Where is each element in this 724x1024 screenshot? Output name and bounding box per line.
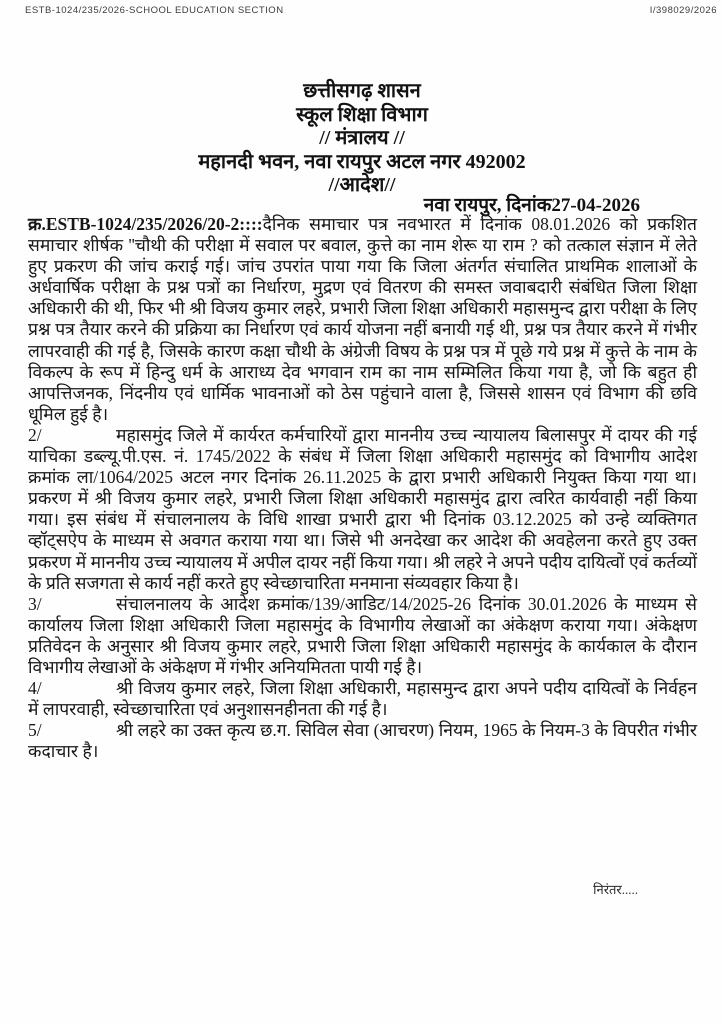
paragraph-3 <box>28 594 697 678</box>
place-date-line: नवा रायपुर, दिनांक27-04-2026 <box>423 195 640 216</box>
order-heading: //आदेश// <box>328 174 396 196</box>
ministry-line: // मंत्रालय // <box>319 127 405 149</box>
letterhead <box>0 80 724 198</box>
paragraph-2-text: महासमुंद जिले में कार्यरत कर्मचारियों द्वारा माननीय उच्च न्यायालय बिलासपुर में दायर की गई याचिका डब्ल्यू.पी.एस. नं. 1745/2022 के संबंध में जिला शिक्षा अधिकारी महासमुंद को विभागीय आदेश क्रमांक ला/1064/2025 अटल नगर दिनांक 26.11.2025 के द्वारा प्रभारी अधिकारी नियुक्त किया गया था। प्रकरण में श्री विजय कुमार लहरे, प्रभारी जिला शिक्षा अधिकारी महासमुंद द्वारा त्वरित कार्यवाही नहीं किया गया। इस संबंध में संचालनालय के विधि शाखा प्रभारी द्वारा भी दिनांक 03.12.2025 को उन्हे व्यक्तिगत व्हॉट्सऐप के माध्यम से अवगत कराया गया था। जिसे भी अनदेखा कर आदेश की अवहेलना करते हुए उक्त प्रकरण में माननीय उच्च न्यायालय में अपील दायर नहीं किया गया। श्री लहरे ने अपने पदीय दायित्वों एवं कर्तव्यों के प्रति सजगता से कार्य नहीं करते हुए स्वेच्छाचारिता मनमाना संव्यवहार किया है। <box>28 424 697 593</box>
paragraph-2 <box>28 425 697 594</box>
paragraph-1-text: दैनिक समाचार पत्र नवभारत में दिनांक 08.01.2026 को प्रकशित समाचार शीर्षक ''चौथी की परीक्षा में सवाल पर बवाल, कुत्ते का नाम शेरू या राम ? को तत्काल संज्ञान में लेते हुए प्रकरण की जांच कराई गई। जांच उपरांत पाया गया कि जिला अंतर्गत संचालित प्राथमिक शालाओं के अर्धवार्षिक परीक्षा के प्रश्न पत्रों का निर्धारण, मुद्रण एवं वितरण की समस्त जवाबदारी संबंधित जिला शिक्षा अधिकारी की थी, फिर भी श्री विजय कुमार लहरे, प्रभारी जिला शिक्षा अधिकारी महासमुन्द द्वारा परीक्षा के लिए प्रश्न पत्र तैयार करने की प्रक्रिया का निर्धारण एवं कार्य योजना नहीं बनायी गई थी, प्रश्न पत्र तैयार करने में गंभीर लापरवाही की गई है, जिसके कारण कक्षा चौथी के अंग्रेजी विषय के प्रश्न पत्र में पूछे गये प्रश्न में कुत्ते के नाम के विकल्प के रूप में हिन्दु धर्म के आराध्य देव भगवान राम का नाम सम्मिलित किया गया है, जो कि बहुत ही आपत्तिजनक, निंदनीय एवं धार्मिक भावनाओं को ठेस पहुंचाने वाला है, जिससे शासन एवं विभाग की छवि धूमिल हुई है। <box>28 214 697 424</box>
file-header <box>25 5 717 16</box>
paragraph-4-text: श्री विजय कुमार लहरे, जिला शिक्षा अधिकारी, महासमुन्द द्वारा अपने पदीय दायित्वों के निर्वहन में लापरवाही, स्वेच्छाचारिता एवं अनुशासनहीनता की गई है। <box>28 678 697 720</box>
paragraph-2-number: 2/ <box>28 424 42 445</box>
case-number: क्र.ESTB-1024/235/2026/20-2:::: <box>28 214 263 234</box>
paragraph-5-number: 5/ <box>28 720 42 741</box>
paragraph-5 <box>28 720 697 762</box>
paragraph-4-number: 4/ <box>28 678 42 699</box>
continuation-note: निरंतर..... <box>593 882 638 897</box>
department-name: स्कूल शिक्षा विभाग <box>296 103 428 126</box>
address-line: महानदी भवन, नवा रायपुर अटल नगर 492002 <box>198 150 526 173</box>
paragraph-3-number: 3/ <box>28 593 42 614</box>
government-name: छत्तीसगढ़ शासन <box>303 80 421 102</box>
document-id-number: I/398029/2026 <box>649 5 717 16</box>
order-body <box>28 214 697 762</box>
paragraph-1 <box>28 214 697 425</box>
paragraph-3-text: संचालनालय के आदेश क्रमांक/139/आडिट/14/2025-26 दिनांक 30.01.2026 के माध्यम से कार्यालय जिला शिक्षा अधिकारी जिला महासमुंद के विभागीय लेखाओं का अंकेक्षण कराया गया। अंकेक्षण प्रतिवेदन के अनुसार श्री विजय कुमार लहरे, प्रभारी जिला शिक्षा अधिकारी महासमुंद के कार्यकाल के दौरान विभागीय लेखाओं के अंकेक्षण में गंभीर अनियमितता पायी गई है। <box>28 593 697 677</box>
paragraph-4 <box>28 678 697 720</box>
paragraph-5-text: श्री लहरे का उक्त कृत्य छ.ग. सिविल सेवा (आचरण) नियम, 1965 के नियम-3 के विपरीत गंभीर कदाचार है। <box>28 720 697 762</box>
file-reference-number: ESTB-1024/235/2026-SCHOOL EDUCATION SECTION <box>25 5 284 16</box>
